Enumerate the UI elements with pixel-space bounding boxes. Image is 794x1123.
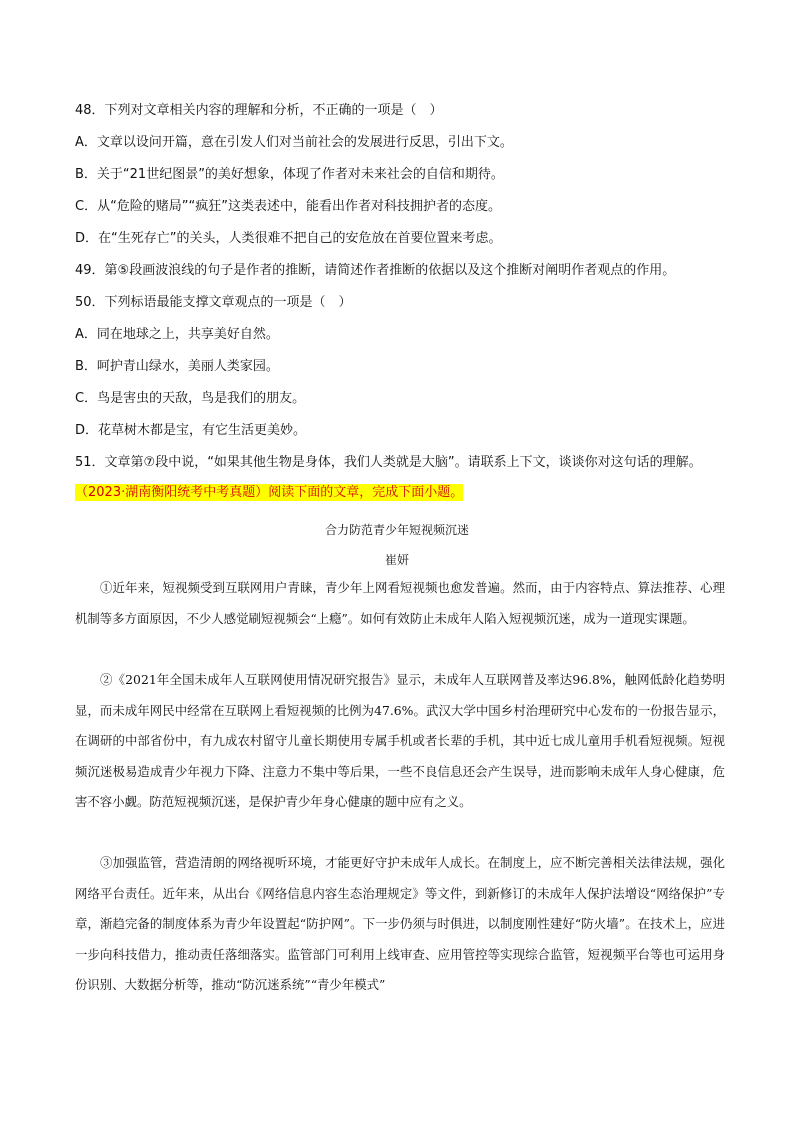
question-50-option-c: C．鸟是害虫的天敌，鸟是我们的朋友。: [75, 391, 306, 406]
article-title: 合力防范青少年短视频沉迷: [324, 523, 469, 537]
question-48: 48．下列对文章相关内容的理解和分析，不正确的一项是（ ）: [75, 103, 443, 118]
question-48-option-a: A．文章以设问开篇，意在引发人们对当前社会的发展进行反思，引出下文。: [75, 135, 513, 150]
question-50-option-a: A．同在地球之上，共享美好自然。: [75, 327, 279, 342]
question-50-option-d: D．花草树木都是宝，有它生活更美妙。: [75, 423, 307, 438]
question-51: 51．文章第⑦段中说，“如果其他生物是身体，我们人类就是大脑”。请联系上下文，谈谈你对这句话的理解。: [75, 455, 702, 470]
question-50: 50．下列标语最能支撑文章观点的一项是（ ）: [75, 295, 352, 310]
question-48-option-d: D．在“生死存亡”的关头，人类很难不把自己的安危放在首要位置来考虑。: [75, 231, 502, 246]
question-48-option-c: C．从“危险的赌局”“疯狂”这类表述中，能看出作者对科技拥护者的态度。: [75, 199, 502, 214]
question-50-option-b: B．呵护青山绿水，美丽人类家园。: [75, 359, 279, 374]
question-48-option-b: B．关于“21世纪图景”的美好想象，体现了作者对未来社会的自信和期待。: [75, 167, 504, 182]
source-tag: [75, 484, 463, 502]
article-paragraph-3: ③加强监管，营造清朗的网络视听环境，才能更好守护未成年人成长。在制度上，应不断完善相关法律法规，强化网络平台责任。近年来，从出台《网络信息内容生态治理规定》等文件，到新修订的未成年人保护法增设“网络保护”专章，渐趋完备的制度体系为青少年设置起“防护网”。下一步仍须与时俱进，以制度刚性建好“防火墙”。在技术上，应进一步向科技借力，推动责任落细落实。监管部门可利用上线审查、应用管控等实现综合监管，短视频平台等也可运用身份识别、大数据分析等，推动“防沉迷系统”“青少年模式”: [75, 855, 725, 992]
article-paragraph-2: ②《2021年全国未成年人互联网使用情况研究报告》显示，未成年人互联网普及率达96.8%，触网低龄化趋势明显，而未成年网民中经常在互联网上看短视频的比例为47.6%。武汉大学中国乡村治理研究中心发布的一份报告显示，在调研的中部省份中，有九成农村留守儿童长期使用专属手机或者长辈的手机，其中近七成儿童用手机看短视频。短视频沉迷极易造成青少年视力下降、注意力不集中等后果，一些不良信息还会产生误导，进而影响未成年人身心健康，危害不容小觑。防范短视频沉迷，是保护青少年身心健康的题中应有之义。: [75, 672, 725, 809]
article-paragraph-1: ①近年来，短视频受到互联网用户青睐，青少年上网看短视频也愈发普遍。然而，由于内容特点、算法推荐、心理机制等多方面原因，不少人感觉刷短视频会“上瘾”。如何有效防止未成年人陷入短视频沉迷，成为一道现实课题。: [75, 580, 725, 626]
source-tag-text: （2023·湖南衡阳统考中考真题）阅读下面的文章，完成下面小题。: [75, 485, 464, 500]
question-49: 49．第⑤段画波浪线的句子是作者的推断，请简述作者推断的依据以及这个推断对阐明作者观点的作用。: [75, 263, 676, 278]
article-author: 崔妍: [384, 553, 409, 567]
